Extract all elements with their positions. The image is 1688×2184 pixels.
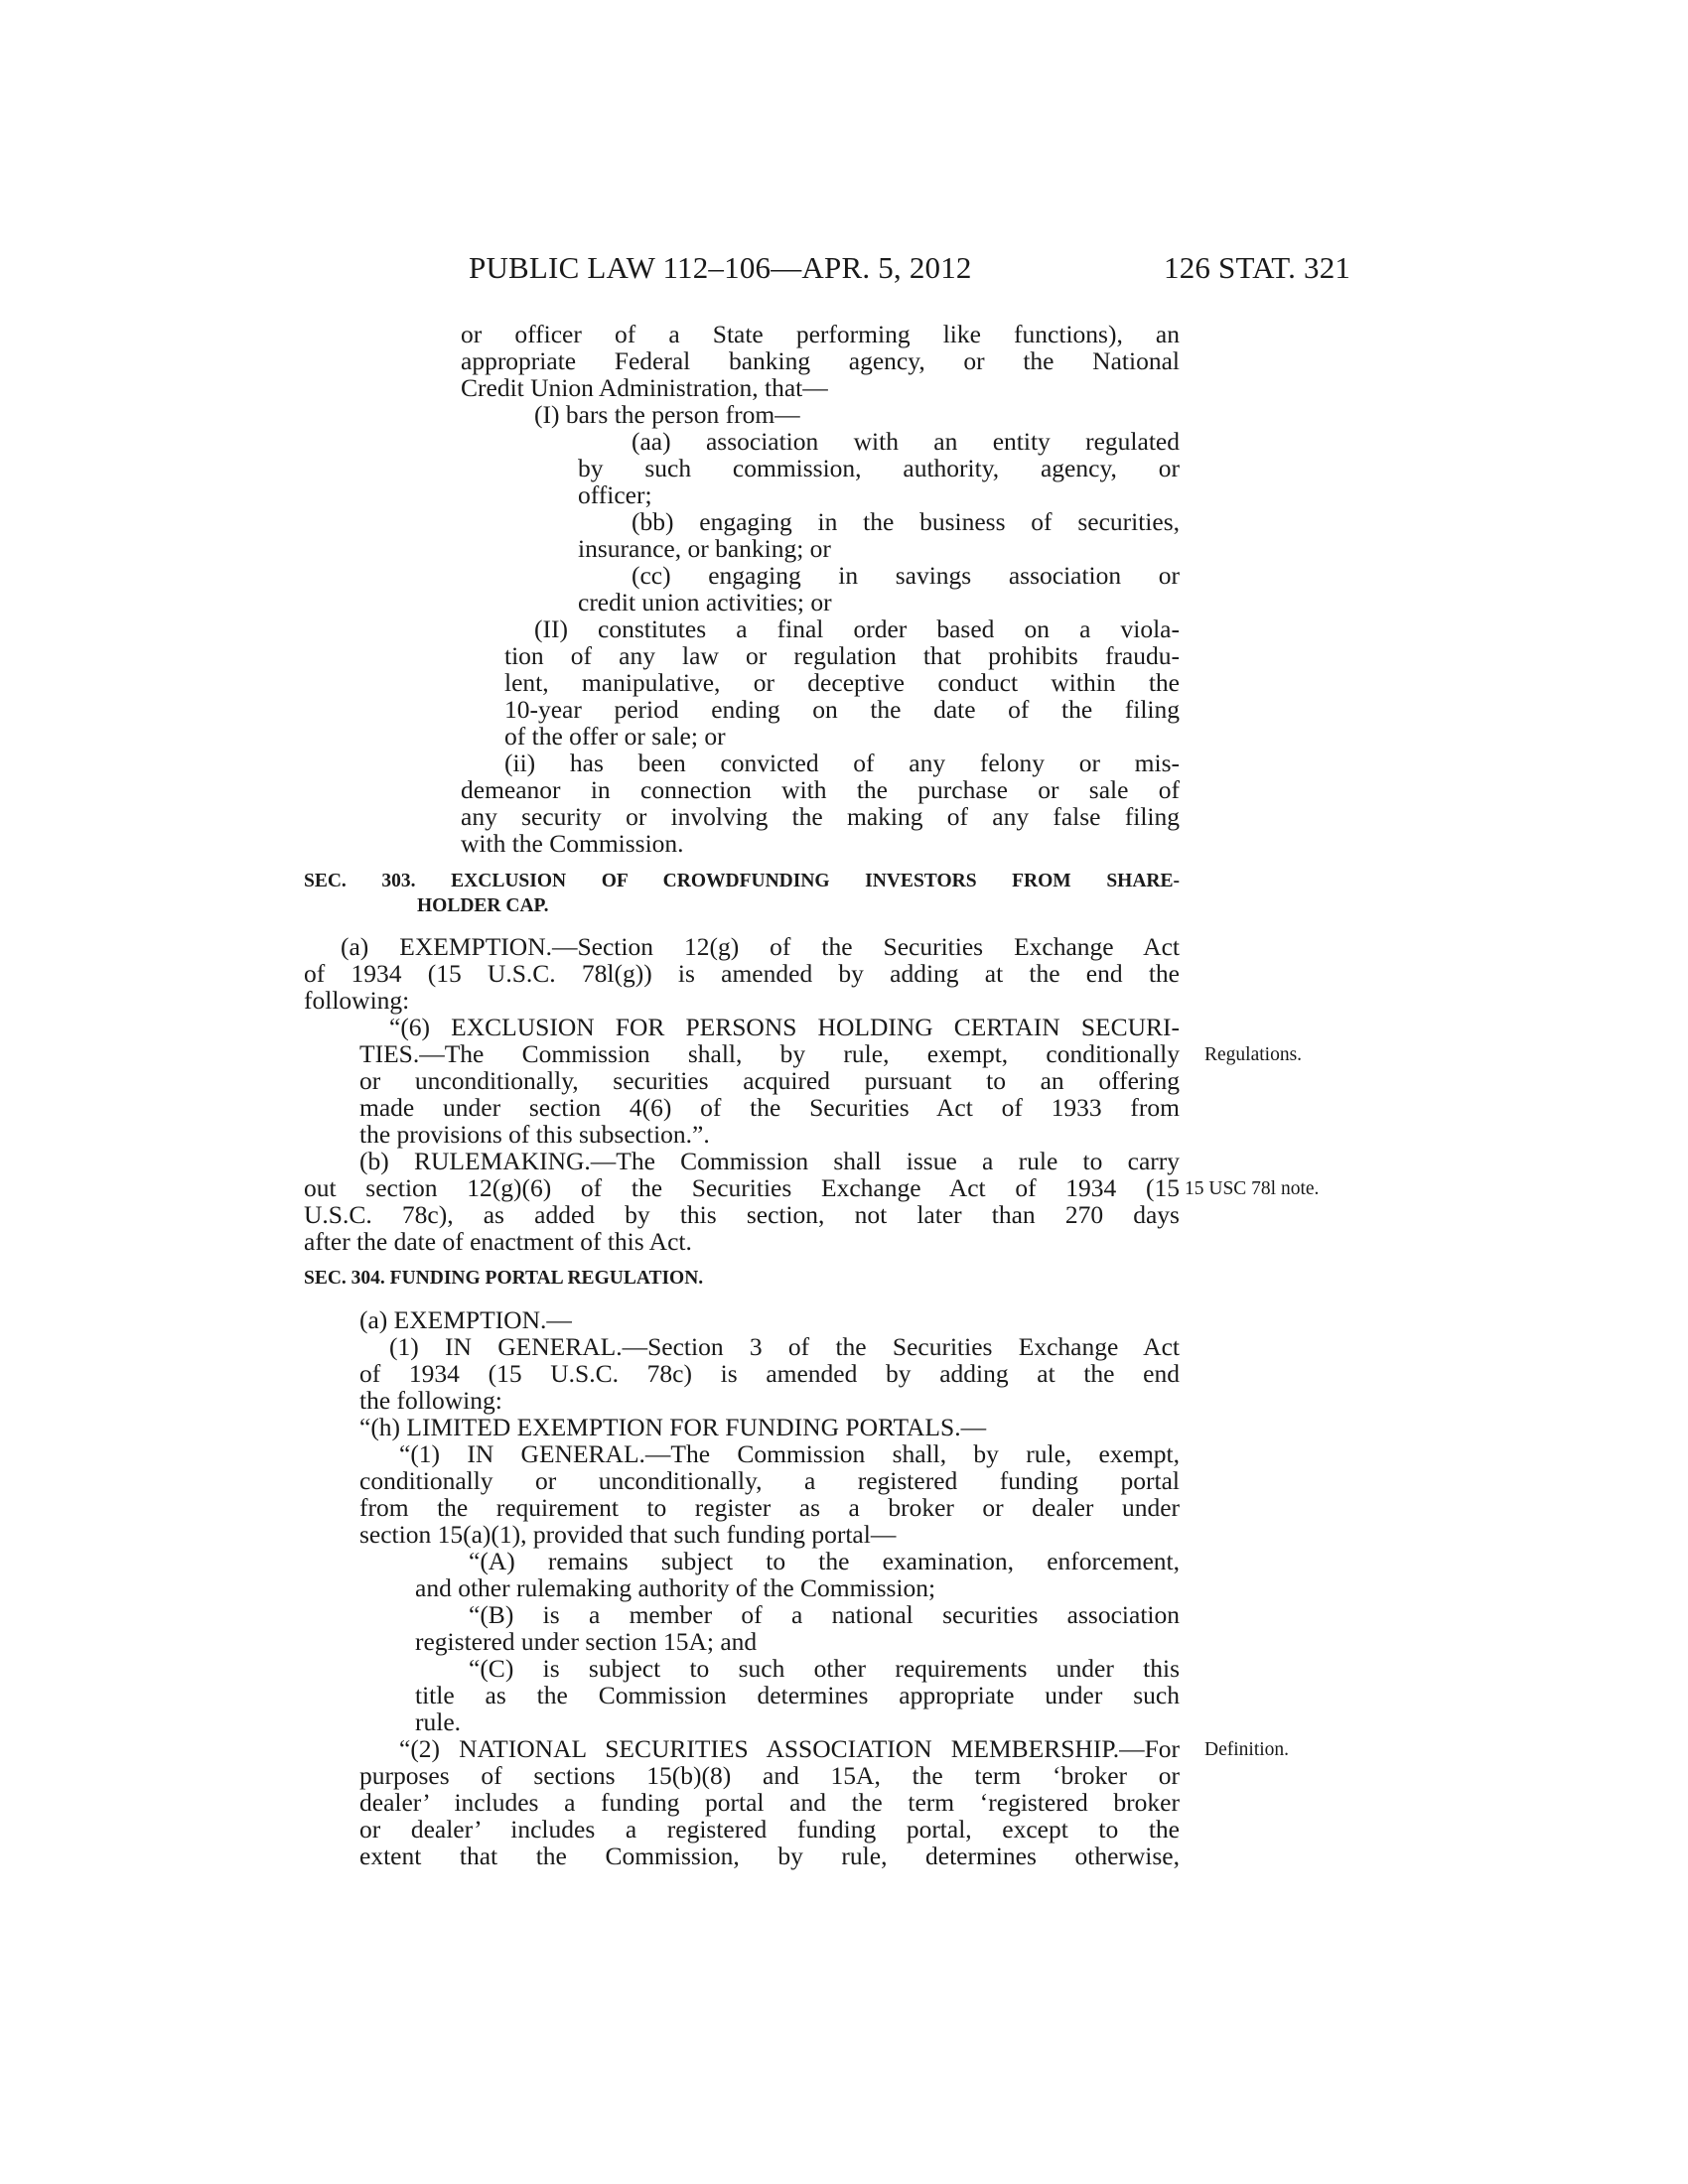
text-line: “(A) remains subject to the examination, enforcement, <box>469 1547 1180 1575</box>
text-line: officer; <box>578 480 652 509</box>
text-line: (II) constitutes a final order based on a viola- <box>534 614 1180 643</box>
text-line: or officer of a State performing like functions), an <box>461 320 1180 348</box>
text-line: of 1934 (15 U.S.C. 78c) is amended by adding at the end <box>359 1359 1180 1388</box>
text-line: “(B) is a member of a national securities association <box>469 1600 1180 1629</box>
text-line: (b) RULEMAKING.—The Commission shall issue a rule to carry <box>359 1147 1180 1175</box>
text-line: of 1934 (15 U.S.C. 78l(g)) is amended by adding at the end the <box>304 959 1180 988</box>
text-line: from the requirement to register as a broker or dealer under <box>359 1493 1180 1522</box>
text-line: made under section 4(6) of the Securities Act of 1933 from <box>359 1093 1180 1122</box>
text-line: (aa) association with an entity regulated <box>632 427 1180 456</box>
text-line: following: <box>304 986 410 1015</box>
text-line: the provisions of this subsection.”. <box>359 1120 710 1149</box>
text-line: purposes of sections 15(b)(8) and 15A, the term ‘broker or <box>359 1761 1180 1790</box>
text-line: (a) EXEMPTION.— <box>359 1305 572 1334</box>
text-line: conditionally or unconditionally, a registered funding portal <box>359 1466 1180 1495</box>
text-line: (I) bars the person from— <box>534 400 800 429</box>
text-line: any security or involving the making of any false filing <box>461 802 1180 831</box>
text-line: insurance, or banking; or <box>578 534 831 563</box>
running-head: PUBLIC LAW 112–106—APR. 5, 2012 <box>469 250 972 285</box>
text-line: lent, manipulative, or deceptive conduct within the <box>504 668 1180 697</box>
text-line: dealer’ includes a funding portal and the term ‘registered broker <box>359 1788 1180 1817</box>
text-line: title as the Commission determines appropriate under such <box>415 1681 1180 1709</box>
text-line: demeanor in connection with the purchase or sale of <box>461 775 1180 804</box>
text-line: U.S.C. 78c), as added by this section, not later than 270 days <box>304 1200 1180 1229</box>
text-line: appropriate Federal banking agency, or the National <box>461 346 1180 375</box>
margin-note: 15 USC 78l note. <box>1185 1178 1320 1199</box>
page-citation: 126 STAT. 321 <box>1164 250 1351 285</box>
text-line: of the offer or sale; or <box>504 722 726 751</box>
text-line: (bb) engaging in the business of securities, <box>632 507 1180 536</box>
text-line: with the Commission. <box>461 829 684 858</box>
text-line: (cc) engaging in savings association or <box>632 561 1180 590</box>
text-line: “(6) EXCLUSION FOR PERSONS HOLDING CERTAIN SECURI- <box>389 1013 1180 1041</box>
text-line: TIES.—The Commission shall, by rule, exempt, conditionally <box>359 1039 1180 1068</box>
text-line: the following: <box>359 1386 502 1415</box>
text-line: Credit Union Administration, that— <box>461 373 828 402</box>
text-line: credit union activities; or <box>578 588 832 616</box>
margin-note: Definition. <box>1204 1739 1290 1760</box>
text-line: (a) EXEMPTION.—Section 12(g) of the Securities Exchange Act <box>341 932 1180 961</box>
section-heading: HOLDER CAP. <box>417 895 549 916</box>
text-line: 10-year period ending on the date of the filing <box>504 695 1180 724</box>
text-line: “(2) NATIONAL SECURITIES ASSOCIATION MEMBERSHIP.—For <box>399 1734 1180 1763</box>
text-line: “(h) LIMITED EXEMPTION FOR FUNDING PORTALS.— <box>359 1413 987 1441</box>
text-line: or unconditionally, securities acquired pursuant to an offering <box>359 1066 1180 1095</box>
section-heading: SEC. 303. EXCLUSION OF CROWDFUNDING INVESTORS FROM SHARE- <box>304 871 1180 891</box>
text-line: registered under section 15A; and <box>415 1627 758 1656</box>
text-line: (ii) has been convicted of any felony or mis- <box>504 749 1180 777</box>
margin-note: Regulations. <box>1204 1044 1303 1065</box>
text-line: (1) IN GENERAL.—Section 3 of the Securities Exchange Act <box>389 1332 1180 1361</box>
text-line: or dealer’ includes a registered funding portal, except to the <box>359 1815 1180 1843</box>
section-heading: SEC. 304. FUNDING PORTAL REGULATION. <box>304 1268 704 1289</box>
text-line: rule. <box>415 1707 462 1736</box>
text-line: after the date of enactment of this Act. <box>304 1227 692 1256</box>
text-line: and other rulemaking authority of the Commission; <box>415 1573 936 1602</box>
text-line: “(1) IN GENERAL.—The Commission shall, by rule, exempt, <box>399 1439 1180 1468</box>
text-line: by such commission, authority, agency, or <box>578 454 1180 482</box>
text-line: tion of any law or regulation that prohibits fraudu- <box>504 641 1180 670</box>
text-line: section 15(a)(1), provided that such funding portal— <box>359 1520 897 1549</box>
text-line: extent that the Commission, by rule, determines otherwise, <box>359 1842 1180 1870</box>
text-line: out section 12(g)(6) of the Securities Exchange Act of 1934 (15 <box>304 1173 1180 1202</box>
text-line: “(C) is subject to such other requirements under this <box>469 1654 1180 1683</box>
